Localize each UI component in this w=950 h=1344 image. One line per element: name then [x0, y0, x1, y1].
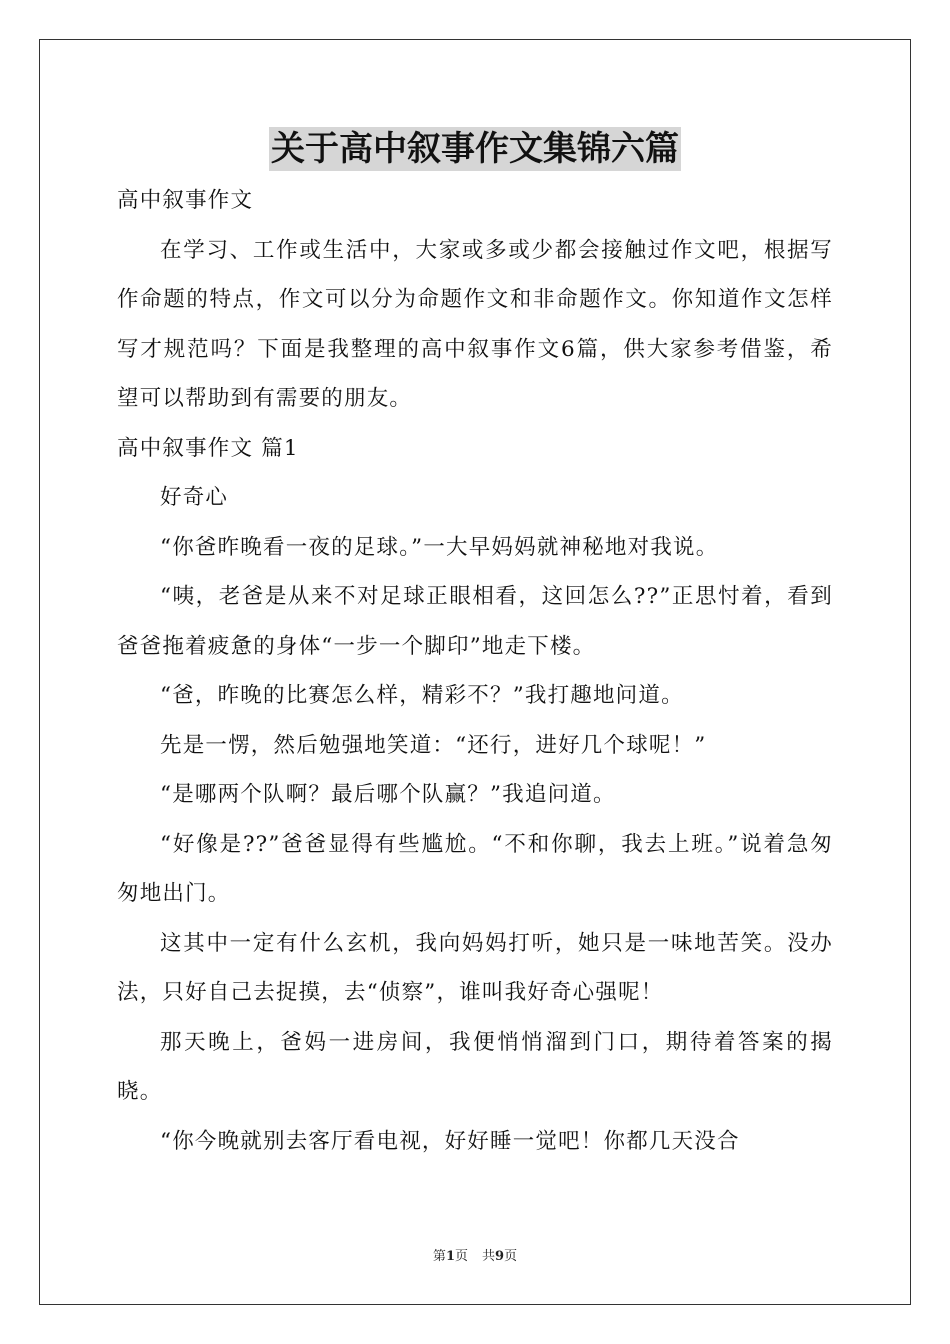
total-prefix: 共 [482, 1249, 496, 1264]
paragraph: 先是一愣，然后勉强地笑道：“还行，进好几个球呢！” [160, 732, 707, 758]
paragraph: “是哪两个队啊？最后哪个队赢？”我追问道。 [160, 782, 616, 807]
page-number: 1 [445, 1249, 455, 1264]
paragraph: “你爸昨晚看一夜的足球。”一大早妈妈就神秘地对我说。 [160, 534, 719, 560]
section-heading: 高中叙事作文 篇1 [117, 435, 299, 461]
paragraph: “好像是??”爸爸显得有些尴尬。“不和你聊，我去上班。”说着急匆匆地出门。 [117, 831, 833, 906]
page-footer [0, 1245, 950, 1264]
essay-title: 好奇心 [160, 485, 229, 510]
paragraph: “咦，老爸是从来不对足球正眼相看，这回怎么??”正思忖着，看到爸爸拖着疲惫的身体“一步一个脚印”地走下楼。 [117, 584, 833, 659]
paragraph: “你今晚就别去客厅看电视，好好睡一觉吧！你都几天没合 [160, 1128, 740, 1154]
paragraph: “爸，昨晚的比赛怎么样，精彩不？”我打趣地问道。 [160, 683, 684, 708]
paragraph: 在学习、工作或生活中，大家或多或少都会接触过作文吧，根据写作命题的特点，作文可以分为命题作文和非命题作文。你知道作文怎样写才规范吗？下面是我整理的高中叙事作文6篇，供大家参考借鉴，希望可以帮助到有需要的朋友。 [117, 237, 833, 411]
total-pages: 9 [495, 1249, 505, 1264]
document-body [117, 176, 833, 1166]
total-suffix: 页 [504, 1249, 518, 1264]
page-suffix: 页 [454, 1249, 468, 1264]
section-heading: 高中叙事作文 [117, 188, 254, 213]
paragraph: 这其中一定有什么玄机，我向妈妈打听，她只是一味地苦笑。没办法，只好自己去捉摸，去“侦察”，谁叫我好奇心强呢！ [117, 930, 833, 1005]
page-prefix: 第 [432, 1249, 446, 1264]
title-container [0, 127, 950, 171]
paragraph: 那天晚上，爸妈一进房间，我便悄悄溜到门口，期待着答案的揭晓。 [117, 1029, 833, 1104]
document-title: 关于高中叙事作文集锦六篇 [271, 129, 679, 169]
